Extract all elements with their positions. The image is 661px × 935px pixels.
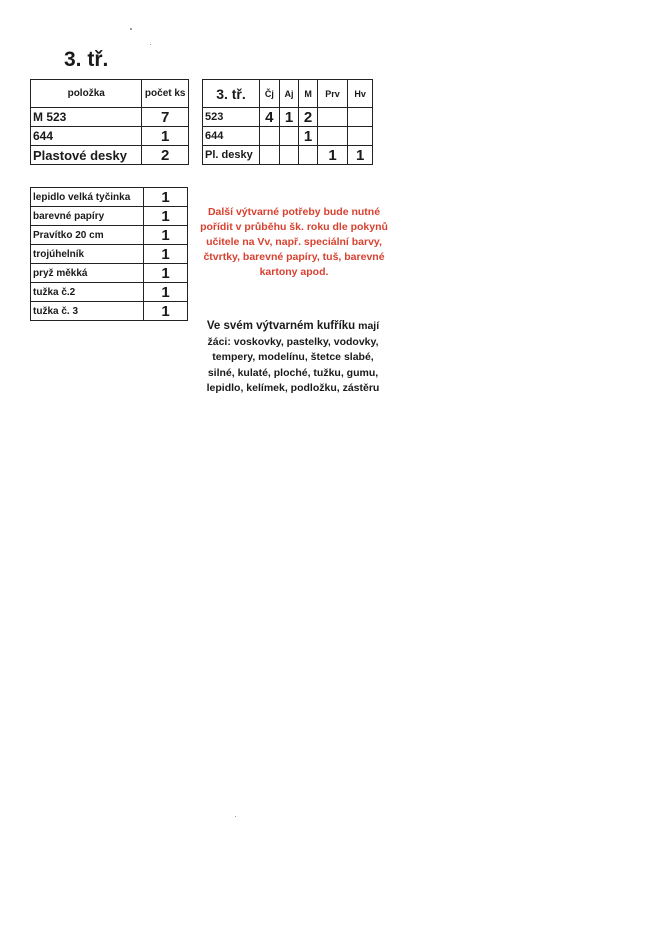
item-cell: 644: [31, 127, 142, 146]
header-subject: Čj: [260, 80, 280, 108]
table-header-row: [203, 80, 373, 108]
count-cell: [279, 127, 299, 146]
count-cell: 1: [299, 127, 317, 146]
count-cell: [299, 146, 317, 165]
header-item: položka: [31, 80, 142, 108]
art-case-note-text: mají žáci: voskovky, pastelky, vodovky, tempery, modelínu, štetce slabé, silné, kulaté, ploché, tužku, gumu, lepidlo, kelímek, podložku, zástěru: [206, 320, 380, 394]
count-cell: 2: [299, 108, 317, 127]
header-subject: M: [299, 80, 317, 108]
item-cell: barevné papíry: [31, 207, 144, 226]
quantity-cell: 1: [144, 245, 188, 264]
scan-speck: [235, 816, 236, 817]
page-title: 3. tř.: [64, 48, 109, 71]
header-quantity: počet ks: [142, 80, 189, 108]
table-row: [31, 146, 189, 165]
count-cell: [279, 146, 299, 165]
table-row: [31, 264, 188, 283]
item-cell: Pravítko 20 cm: [31, 226, 144, 245]
table-row: [31, 226, 188, 245]
item-cell: trojúhelník: [31, 245, 144, 264]
quantity-cell: 1: [144, 283, 188, 302]
table-header-row: [31, 80, 189, 108]
art-case-note: [198, 319, 388, 397]
count-cell: [348, 108, 373, 127]
count-cell: [317, 127, 348, 146]
header-subject: Aj: [279, 80, 299, 108]
table-row: [31, 207, 188, 226]
count-cell: [348, 127, 373, 146]
item-cell: lepidlo velká tyčinka: [31, 188, 144, 207]
quantity-cell: 1: [144, 188, 188, 207]
count-cell: [317, 108, 348, 127]
quantity-cell: 1: [144, 207, 188, 226]
item-cell: Plastové desky: [31, 146, 142, 165]
table-row: [31, 127, 189, 146]
table-row: [31, 245, 188, 264]
item-cell: pryž měkká: [31, 264, 144, 283]
table-row: [31, 108, 189, 127]
item-cell: Pl. desky: [203, 146, 260, 165]
item-cell: tužka č.2: [31, 283, 144, 302]
header-subject: Prv: [317, 80, 348, 108]
header-subject: Hv: [348, 80, 373, 108]
item-cell: 523: [203, 108, 260, 127]
table-row: [203, 127, 373, 146]
subjects-table: [202, 79, 373, 165]
table-row: [203, 108, 373, 127]
quantity-cell: 1: [144, 264, 188, 283]
count-cell: [260, 127, 280, 146]
item-cell: 644: [203, 127, 260, 146]
supplies-table: [30, 187, 188, 321]
art-case-note-lead: Ve svém výtvarném kufříku: [206, 320, 356, 332]
count-cell: 1: [317, 146, 348, 165]
quantity-cell: 1: [144, 302, 188, 321]
count-cell: 1: [348, 146, 373, 165]
quantity-cell: 7: [142, 108, 189, 127]
scan-speck: [150, 44, 151, 45]
quantity-cell: 1: [142, 127, 189, 146]
table-row: [31, 302, 188, 321]
count-cell: 1: [279, 108, 299, 127]
scan-speck: [130, 28, 132, 30]
table-row: [31, 188, 188, 207]
count-cell: 4: [260, 108, 280, 127]
table-row: [31, 283, 188, 302]
count-cell: [260, 146, 280, 165]
item-cell: tužka č. 3: [31, 302, 144, 321]
quantity-cell: 2: [142, 146, 189, 165]
art-supplies-note: Další výtvarné potřeby bude nutné pořídit v průběhu šk. roku dle pokynů učitele na Vv, např. speciální barvy, čtvrtky, barevné papíry, tuš, barevné kartony apod.: [200, 206, 388, 278]
table-row: [203, 146, 373, 165]
header-corner: 3. tř.: [203, 80, 260, 108]
quantity-cell: 1: [144, 226, 188, 245]
books-table: [30, 79, 189, 165]
item-cell: M 523: [31, 108, 142, 127]
